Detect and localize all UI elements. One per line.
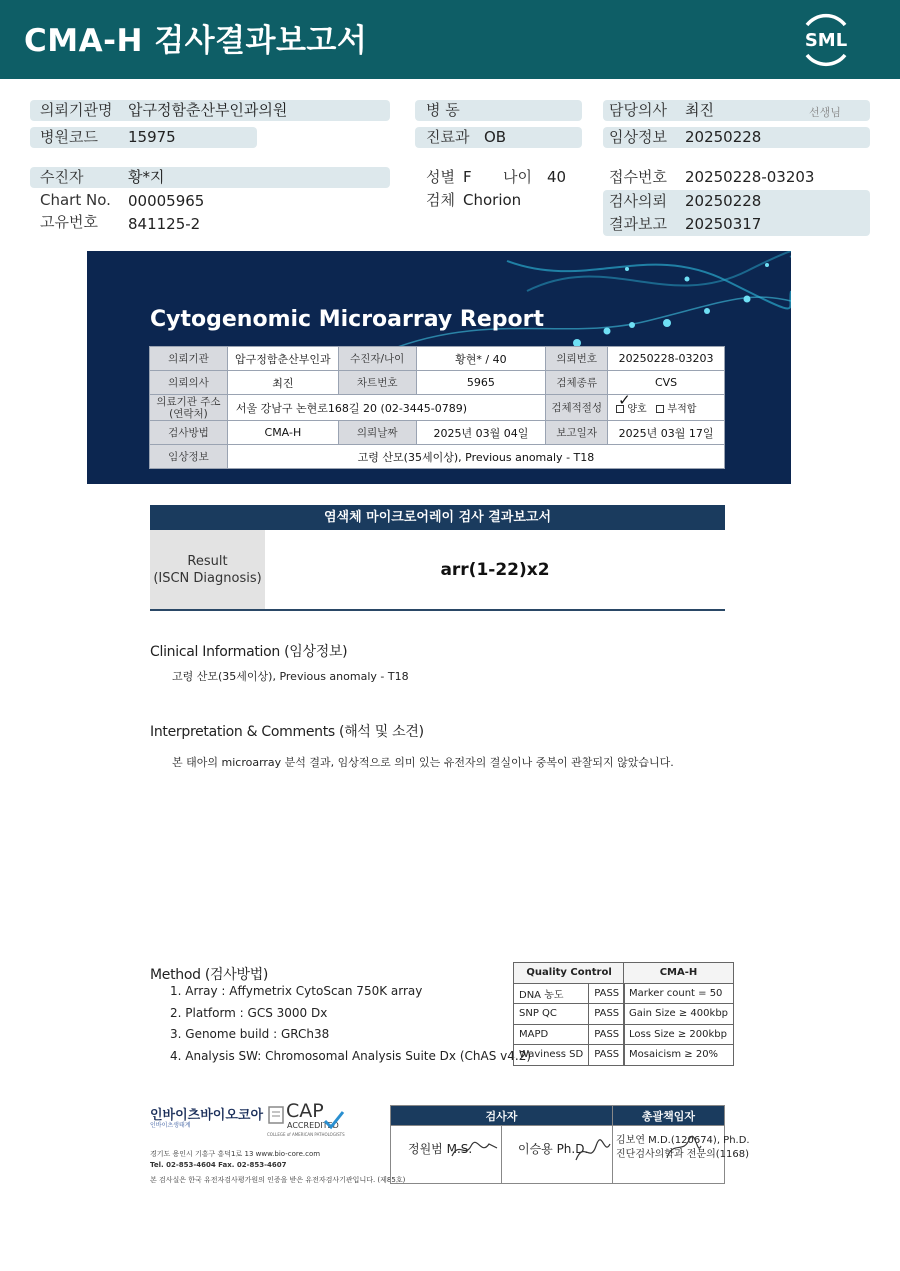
signature-2-icon — [572, 1138, 612, 1166]
cap-tiny: COLLEGE of AMERICAN PATHOLOGISTS — [267, 1132, 345, 1137]
cmah-criterion: Gain Size ≥ 400kbp — [624, 1004, 734, 1025]
cap-accredited: ACCREDITED — [287, 1121, 339, 1130]
examiner-header: 검사자 — [391, 1106, 613, 1126]
table-row — [624, 983, 734, 1004]
report-value: 20250317 — [685, 215, 762, 233]
specimen-value: Chorion — [463, 191, 522, 209]
chart-value: 00005965 — [128, 192, 205, 210]
banner-cell: 의뢰날짜 — [338, 421, 416, 445]
banner-cell: 수진자/나이 — [338, 347, 416, 371]
banner-title: Cytogenomic Microarray Report — [150, 307, 544, 332]
banner-cell: 5965 — [416, 371, 546, 395]
method-item: 3. Genome build : GRCh38 — [170, 1027, 330, 1041]
patient-value: 황*지 — [128, 168, 165, 186]
cap-text: CAP — [286, 1100, 324, 1122]
result-label-line1: Result — [187, 554, 228, 569]
doctor-suffix: 선생님 — [809, 106, 841, 119]
banner-cell: 검체종류 — [546, 371, 608, 395]
banner-cell: 의뢰번호 — [546, 347, 608, 371]
report-banner — [87, 251, 791, 484]
director-name: 김보연 M.D.(120674), Ph.D. — [616, 1135, 750, 1146]
cmah-criterion: Loss Size ≥ 200kbp — [624, 1024, 734, 1045]
method-title: Method (검사방법) — [150, 967, 269, 983]
qc-item: SNP QC — [514, 1004, 589, 1025]
result-value: arr(1-22)x2 — [440, 560, 550, 580]
age-label: 나이 — [503, 168, 532, 186]
table-row — [514, 1004, 625, 1025]
specimen-label: 검체 — [426, 191, 455, 209]
table-row — [514, 1045, 625, 1066]
director-cell — [613, 1126, 750, 1184]
result-divider — [150, 609, 725, 611]
banner-cell: 고령 산모(35세이상), Previous anomaly - T18 — [227, 445, 724, 469]
address-label-line2: (연락처) — [169, 407, 208, 420]
banner-cell: 서울 강남구 논현로168길 20 (02-3445-0789) — [227, 395, 545, 421]
unique-value: 841125-2 — [128, 215, 201, 233]
examiner-cell — [501, 1126, 612, 1184]
method-item: 2. Platform : GCS 3000 Dx — [170, 1006, 328, 1020]
cmah-title: CMA-H — [624, 963, 734, 984]
page-title: CMA-H 검사결과보고서 — [24, 23, 368, 59]
unique-label: 고유번호 — [40, 213, 98, 231]
address-label-line1: 의료기관 주소 — [156, 395, 221, 408]
doctor-value: 최진 — [685, 101, 714, 119]
signature-table — [390, 1105, 750, 1184]
banner-cell: 의뢰의사 — [150, 371, 228, 395]
adequacy-good-label: 양호 — [627, 404, 647, 415]
qc-item: MAPD — [514, 1024, 589, 1045]
banner-cell: 차트번호 — [338, 371, 416, 395]
banner-cell: 황현* / 40 — [416, 347, 546, 371]
banner-cell: 2025년 03월 17일 — [608, 421, 725, 445]
institution-label: 의뢰기관명 — [40, 101, 113, 119]
banner-cell: 임상정보 — [150, 445, 228, 469]
clinical-value: 20250228 — [685, 128, 762, 146]
logo-text: SML — [804, 30, 848, 51]
method-item: 1. Array : Affymetrix CytoScan 750K array — [170, 984, 423, 998]
banner-row — [150, 445, 725, 469]
cap-check-icon — [323, 1109, 345, 1131]
check-mark-icon: ✓ — [618, 391, 631, 409]
banner-row — [150, 395, 725, 421]
result-label — [150, 530, 265, 610]
banner-cell: 검사방법 — [150, 421, 228, 445]
banner-cell: CVS — [608, 371, 725, 395]
certification-notice: 본 검사실은 한국 유전자검사평가원의 인증을 받은 유전자검사기관입니다. (제85호) — [150, 1176, 406, 1184]
result-label-line2: (ISCN Diagnosis) — [153, 571, 262, 586]
sex-value: F — [463, 168, 472, 186]
receipt-value: 20250228-03203 — [685, 168, 815, 186]
director-header: 총괄책임자 — [613, 1106, 725, 1126]
qc-status: PASS — [589, 1024, 625, 1045]
hospital-code-value: 15975 — [128, 128, 176, 146]
cap-emblem-icon — [267, 1105, 285, 1127]
table-row — [514, 1024, 625, 1045]
examiner-cell — [391, 1126, 502, 1184]
interpretation-title: Interpretation & Comments (해석 및 소견) — [150, 724, 424, 740]
qc-item: DNA 농도 — [514, 983, 589, 1004]
table-row — [624, 1045, 734, 1066]
checkbox-empty-icon — [656, 405, 664, 413]
banner-cell: 최진 — [227, 371, 338, 395]
company-address: 경기도 용인시 기흥구 흥덕1로 13 www.bio-core.com — [150, 1150, 321, 1158]
patient-field — [30, 167, 390, 188]
report-label: 결과보고 — [609, 215, 667, 233]
company-sub: 인바이츠생태계 — [150, 1122, 191, 1129]
clinical-info-title: Clinical Information (임상정보) — [150, 644, 348, 660]
cap-logo — [267, 1100, 347, 1139]
qc-status: PASS — [589, 1045, 625, 1066]
qc-title: Quality Control — [514, 963, 625, 984]
banner-cell — [608, 391, 725, 421]
banner-row — [150, 421, 725, 445]
banner-cell: CMA-H — [227, 421, 338, 445]
company-tel: Tel. 02-853-4604 Fax. 02-853-4607 — [150, 1161, 287, 1169]
interpretation-text: 본 태아의 microarray 분석 결과, 임상적으로 의미 있는 유전자의 결실이나 중복이 관찰되지 않았습니다. — [172, 756, 674, 769]
table-row — [624, 1004, 734, 1025]
method-item: 4. Analysis SW: Chromosomal Analysis Suite Dx (ChAS v4.2) — [170, 1049, 532, 1063]
qc-status: PASS — [589, 983, 625, 1004]
table-row — [514, 983, 625, 1004]
banner-info-table — [149, 346, 725, 469]
banner-cell: 의뢰기관 — [150, 347, 228, 371]
ward-label: 병 동 — [426, 101, 460, 119]
table-row — [624, 1024, 734, 1045]
patient-label: 수진자 — [40, 168, 84, 186]
quality-control-table — [513, 962, 625, 1066]
institution-value: 압구정함춘산부인과의원 — [128, 101, 288, 119]
signature-3-icon — [663, 1134, 703, 1164]
sml-logo — [797, 11, 855, 67]
doctor-label: 담당의사 — [609, 101, 667, 119]
signature-1-icon — [449, 1136, 499, 1162]
receipt-label: 접수번호 — [609, 168, 667, 186]
adequacy-bad-label: 부적합 — [667, 404, 697, 415]
header-bar — [0, 0, 900, 79]
banner-cell: 검체적절성 — [546, 395, 608, 421]
director-title: 진단검사의학과 전문의(1168) — [616, 1149, 750, 1160]
banner-cell: 보고일자 — [546, 421, 608, 445]
banner-row — [150, 371, 725, 395]
banner-cell — [150, 395, 228, 421]
cma-h-criteria-table — [623, 962, 734, 1066]
hospital-code-label: 병원코드 — [40, 128, 98, 146]
chart-label: Chart No. — [40, 191, 111, 209]
sex-label: 성별 — [426, 168, 455, 186]
examiner-1: 정원범 M.S. — [408, 1142, 473, 1156]
qc-status: PASS — [589, 1004, 625, 1025]
qc-item: Waviness SD — [514, 1045, 589, 1066]
department-label: 진료과 — [426, 128, 470, 146]
request-label: 검사의뢰 — [609, 192, 667, 210]
clinical-label: 임상정보 — [609, 128, 667, 146]
company-name: 인바이츠바이오코아 — [150, 1108, 264, 1123]
banner-row — [150, 347, 725, 371]
examiner-2: 이승용 Ph.D. — [517, 1142, 589, 1156]
cmah-criterion: Mosaicism ≥ 20% — [624, 1045, 734, 1066]
banner-cell: 압구정함춘산부인과 — [227, 347, 338, 371]
department-value: OB — [484, 128, 507, 146]
cmah-criterion: Marker count = 50 — [624, 983, 734, 1004]
banner-cell: 20250228-03203 — [608, 347, 725, 371]
clinical-info-text: 고령 산모(35세이상), Previous anomaly - T18 — [172, 670, 409, 683]
age-value: 40 — [547, 168, 567, 186]
banner-cell: 2025년 03월 04일 — [416, 421, 546, 445]
request-value: 20250228 — [685, 192, 762, 210]
result-header: 염색체 마이크로어레이 검사 결과보고서 — [150, 505, 725, 530]
